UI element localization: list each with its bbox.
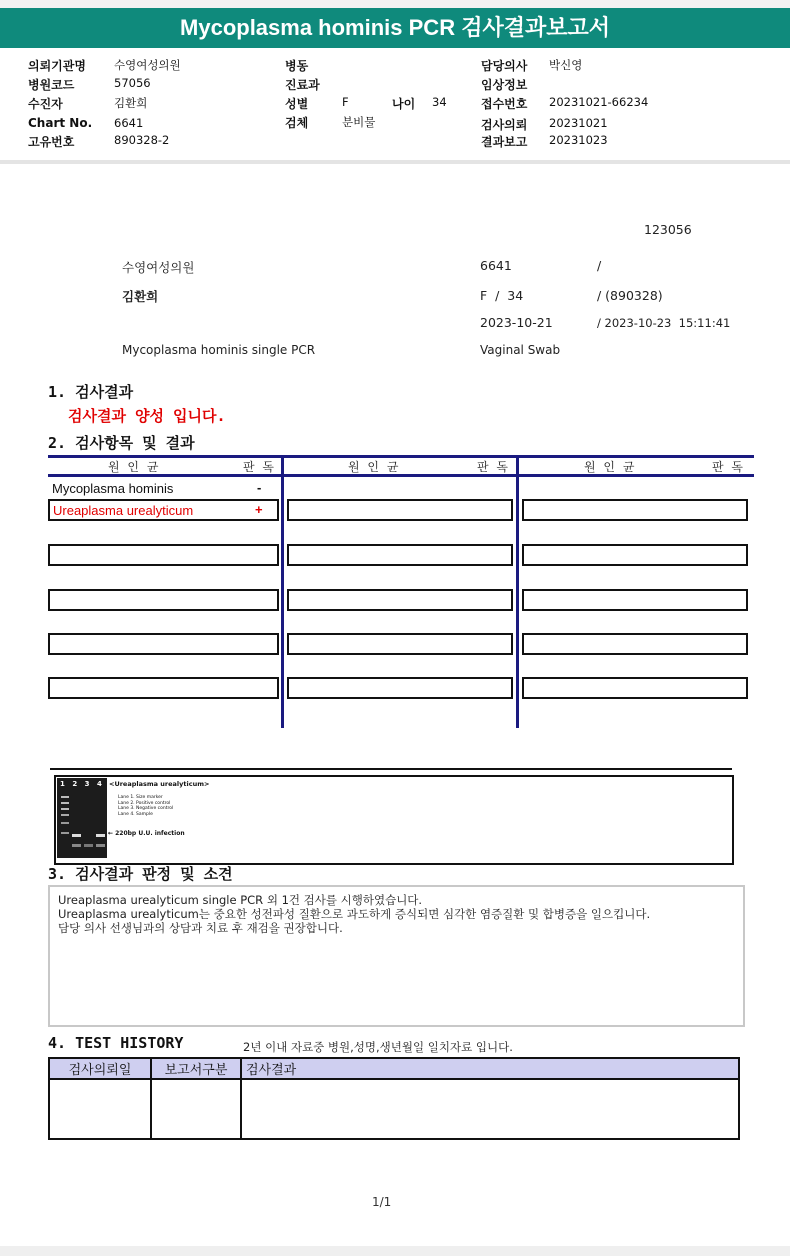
label-department: 진료과 xyxy=(285,78,320,92)
result-row-box xyxy=(48,633,279,655)
history-col-request-date: 검사의뢰일 xyxy=(49,1058,151,1079)
pathogen-ureaplasma-urealyticum: Ureaplasma urealyticum xyxy=(53,503,194,518)
result-row-box xyxy=(48,677,279,699)
label-physician: 담당의사 xyxy=(481,59,528,73)
history-empty-row xyxy=(49,1079,739,1139)
pathogen-mycoplasma-hominis: Mycoplasma hominis xyxy=(52,481,174,496)
label-hospital-code: 병원코드 xyxy=(28,78,75,92)
results-table-divider-1 xyxy=(281,455,284,728)
bottom-strip xyxy=(0,1246,790,1256)
section4-title: 4. TEST HISTORY xyxy=(48,1034,184,1052)
label-request-date: 검사의뢰 xyxy=(481,118,528,132)
positive-result-text: 검사결과 양성 입니다. xyxy=(68,407,226,425)
gel-image-frame xyxy=(54,775,734,865)
value-sex: F xyxy=(342,95,349,109)
summary-clinic: 수영여성의원 xyxy=(122,260,195,275)
label-specimen: 검체 xyxy=(285,116,309,130)
summary-patient: 김환희 xyxy=(122,289,159,304)
label-clinical-info: 임상정보 xyxy=(481,78,528,92)
value-specimen: 분비물 xyxy=(342,115,376,129)
col-pathogen-1: 원 인 균 xyxy=(108,460,161,474)
section1-title: 1. 검사결과 xyxy=(48,383,134,401)
col-judgement-2: 판 독 xyxy=(477,460,510,474)
report-title: Mycoplasma hominis PCR 검사결과보고서 xyxy=(0,8,790,48)
label-unique-no: 고유번호 xyxy=(28,135,75,149)
header-divider xyxy=(0,160,790,164)
summary-slash: / xyxy=(597,258,602,273)
label-patient: 수진자 xyxy=(28,97,63,111)
result-row-box xyxy=(522,499,748,521)
gel-lane-numbers xyxy=(60,780,102,788)
value-request-date: 20231021 xyxy=(549,116,608,130)
finding-line-2: Ureaplasma urealyticum는 중요한 성전파성 질환으로 과도하게 증식되면 심각한 염증질환 및 합병증을 일으킵니다. xyxy=(58,907,651,921)
label-chart-no: Chart No. xyxy=(28,116,93,130)
gel-top-rule xyxy=(50,768,732,770)
gel-lane-3: 3 xyxy=(84,780,90,788)
history-cell xyxy=(151,1079,241,1139)
finding-line-1: Ureaplasma urealyticum single PCR 외 1건 검사를 시행하였습니다. xyxy=(58,893,423,907)
history-col-result: 검사결과 xyxy=(241,1058,739,1079)
result-row-box xyxy=(48,544,279,566)
label-age: 나이 xyxy=(392,97,416,111)
gel-legend-lane4: Lane 4. Sample xyxy=(118,811,153,817)
history-cell xyxy=(241,1079,739,1139)
result-mycoplasma-hominis: - xyxy=(257,480,262,495)
history-col-report-type: 보고서구분 xyxy=(151,1058,241,1079)
results-table-divider-2 xyxy=(516,455,519,728)
result-row-box xyxy=(287,633,513,655)
result-row-box xyxy=(287,589,513,611)
label-accession-no: 접수번호 xyxy=(481,97,528,111)
result-row-box xyxy=(287,677,513,699)
gel-lane-2: 2 xyxy=(72,780,78,788)
value-hospital-code: 57056 xyxy=(114,76,151,90)
section3-title: 3. 검사결과 판정 및 소견 xyxy=(48,865,233,883)
result-row-box xyxy=(522,589,748,611)
col-judgement-1: 판 독 xyxy=(243,460,276,474)
history-table xyxy=(48,1057,740,1140)
report-number: 123056 xyxy=(644,222,692,237)
gel-band-annotation: ← 220bp U.U. infection xyxy=(108,830,185,837)
result-row-box xyxy=(522,677,748,699)
gel-title: <Ureaplasma urealyticum> xyxy=(109,780,210,788)
value-requesting-clinic: 수영여성의원 xyxy=(114,58,181,72)
gel-electrophoresis-image xyxy=(57,778,107,858)
value-chart-no: 6641 xyxy=(114,116,144,130)
value-patient: 김환희 xyxy=(114,96,148,110)
summary-sex-age: F / 34 xyxy=(480,288,524,303)
gel-lane-4: 4 xyxy=(96,780,102,788)
section2-title: 2. 검사항목 및 결과 xyxy=(48,434,195,452)
gel-bands-graphic xyxy=(57,778,107,858)
col-judgement-3: 판 독 xyxy=(712,460,745,474)
label-requesting-clinic: 의뢰기관명 xyxy=(28,59,86,73)
result-row-box xyxy=(522,633,748,655)
result-ureaplasma-urealyticum: + xyxy=(255,502,263,517)
summary-specimen: Vaginal Swab xyxy=(480,343,561,357)
value-accession-no: 20231021-66234 xyxy=(549,95,649,109)
summary-chart: 6641 xyxy=(480,258,512,273)
label-report-date: 결과보고 xyxy=(481,135,528,149)
label-sex: 성별 xyxy=(285,97,309,111)
history-note: 2년 이내 자료중 병원,성명,생년월일 일치자료 입니다. xyxy=(243,1040,513,1054)
value-report-date: 20231023 xyxy=(549,133,608,147)
gel-legend-lane2: Lane 2. Positive control xyxy=(118,800,171,806)
gel-legend-lane3: Lane 3. Negative control xyxy=(118,806,174,811)
value-physician: 박신영 xyxy=(549,58,583,72)
history-cell xyxy=(49,1079,151,1139)
findings-box xyxy=(48,885,745,1027)
summary-test-name: Mycoplasma hominis single PCR xyxy=(122,343,316,357)
col-pathogen-2: 원 인 균 xyxy=(348,460,401,474)
result-row-box xyxy=(287,544,513,566)
result-row-box xyxy=(48,589,279,611)
gel-legend xyxy=(118,795,173,817)
gel-lane-1: 1 xyxy=(60,780,65,788)
label-ward: 병동 xyxy=(285,59,309,73)
summary-request-date: 2023-10-21 xyxy=(480,315,553,330)
col-pathogen-3: 원 인 균 xyxy=(584,460,637,474)
result-row-box xyxy=(522,544,748,566)
page-number: 1/1 xyxy=(372,1195,392,1209)
summary-report-datetime: / 2023-10-23 15:11:41 xyxy=(597,316,731,330)
finding-line-3: 담당 의사 선생님과의 상담과 치료 후 재검을 권장합니다. xyxy=(58,921,343,935)
result-row-box xyxy=(287,499,513,521)
value-age: 34 xyxy=(432,95,447,109)
summary-birth: / (890328) xyxy=(597,288,663,303)
value-unique-no: 890328-2 xyxy=(114,133,170,147)
history-header-row xyxy=(49,1058,739,1079)
gel-legend-lane1: Lane 1. Size marker xyxy=(118,795,163,800)
